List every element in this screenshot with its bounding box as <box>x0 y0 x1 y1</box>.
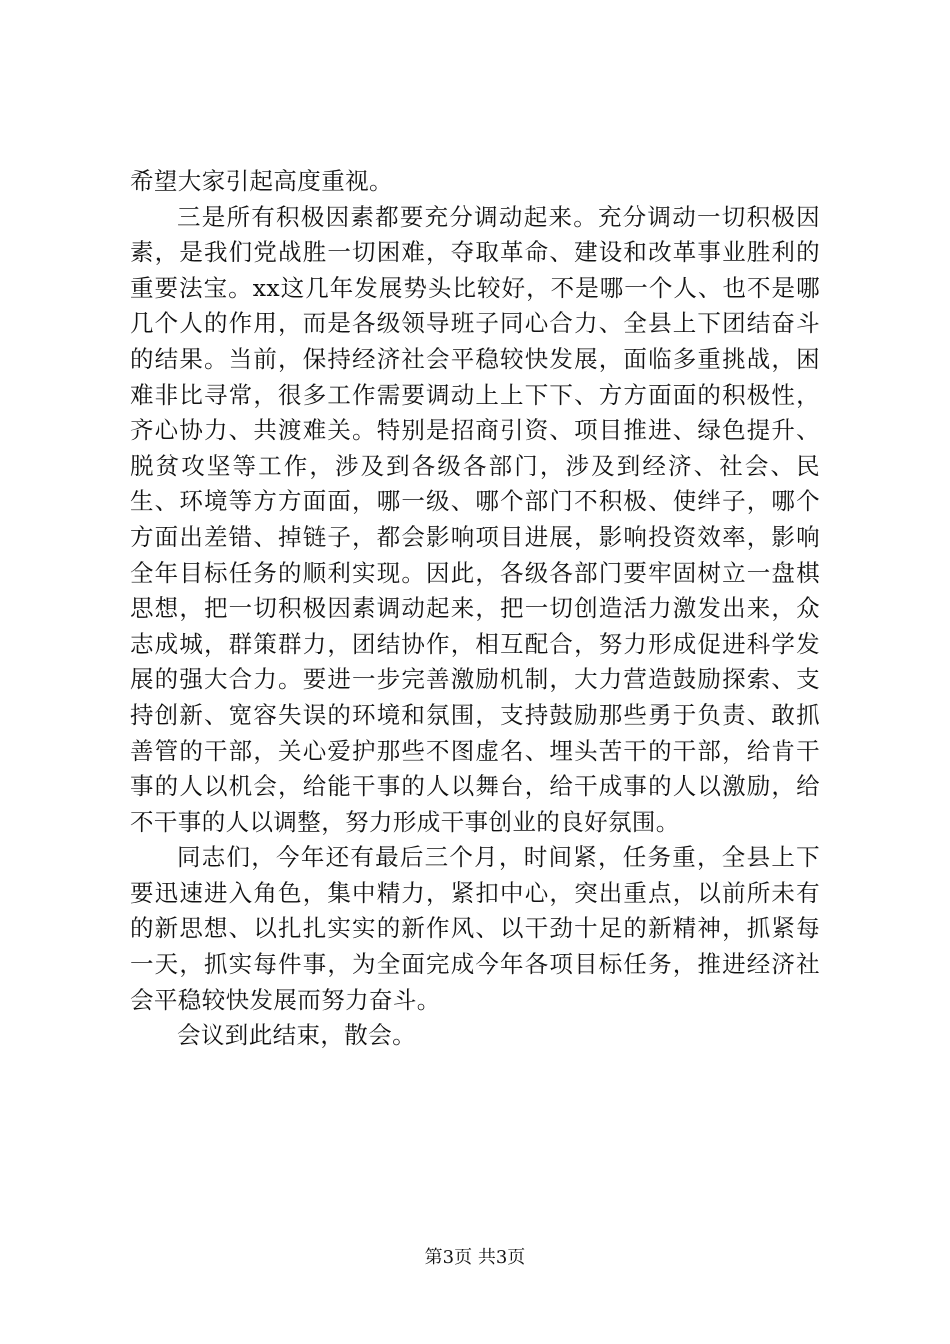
paragraph-continuation: 希望大家引起高度重视。 <box>130 167 393 195</box>
paragraph-meeting-end: 会议到此结束，散会。 <box>177 1021 416 1050</box>
paragraph-closing-call: 同志们，今年还有最后三个月，时间紧，任务重，全县上下要迅速进入角色，集中精力，紧扣中心，突出重点，以前所未有的新思想、以扎扎实实的新作风、以干劲十足的新精神，抓紧每一天，抓实每件事，为全面完成今年各项目标任务，推进经济社会平稳较快发展而努力奋斗。 <box>130 843 820 1014</box>
paragraph-positive-factors: 三是所有积极因素都要充分调动起来。充分调动一切积极因素，是我们党战胜一切困难，夺取革命、建设和改革事业胜利的重要法宝。xx这几年发展势头比较好，不是哪一个人、也不是哪几个人的作用，而是各级领导班子同心合力、全县上下团结奋斗的结果。当前，保持经济社会平稳较快发展，面临多重挑战，困难非比寻常，很多工作需要调动上上下下、方方面面的积极性，齐心协力、共渡难关。特别是招商引资、项目推进、绿色提升、脱贫攻坚等工作，涉及到各级各部门，涉及到经济、社会、民生、环境等方方面面，哪一级、哪个部门不积极、使绊子，哪个方面出差错、掉链子，都会影响项目进展，影响投资效率，影响全年目标任务的顺利实现。因此，各级各部门要牢固树立一盘棋思想，把一切积极因素调动起来，把一切创造活力激发出来，众志成城，群策群力，团结协作，相互配合，努力形成促进科学发展的强大合力。要进一步完善激励机制，大力营造鼓励探索、支持创新、宽容失误的环境和氛围，支持鼓励那些勇于负责、敢抓善管的干部，关心爱护那些不图虚名、埋头苦干的干部，给肯干事的人以机会，给能干事的人以舞台，给干成事的人以激励，给不干事的人以调整，努力形成干事创业的良好氛围。 <box>130 202 820 836</box>
document-body <box>130 164 820 1054</box>
page-footer: 第3页 共3页 <box>424 1247 526 1268</box>
